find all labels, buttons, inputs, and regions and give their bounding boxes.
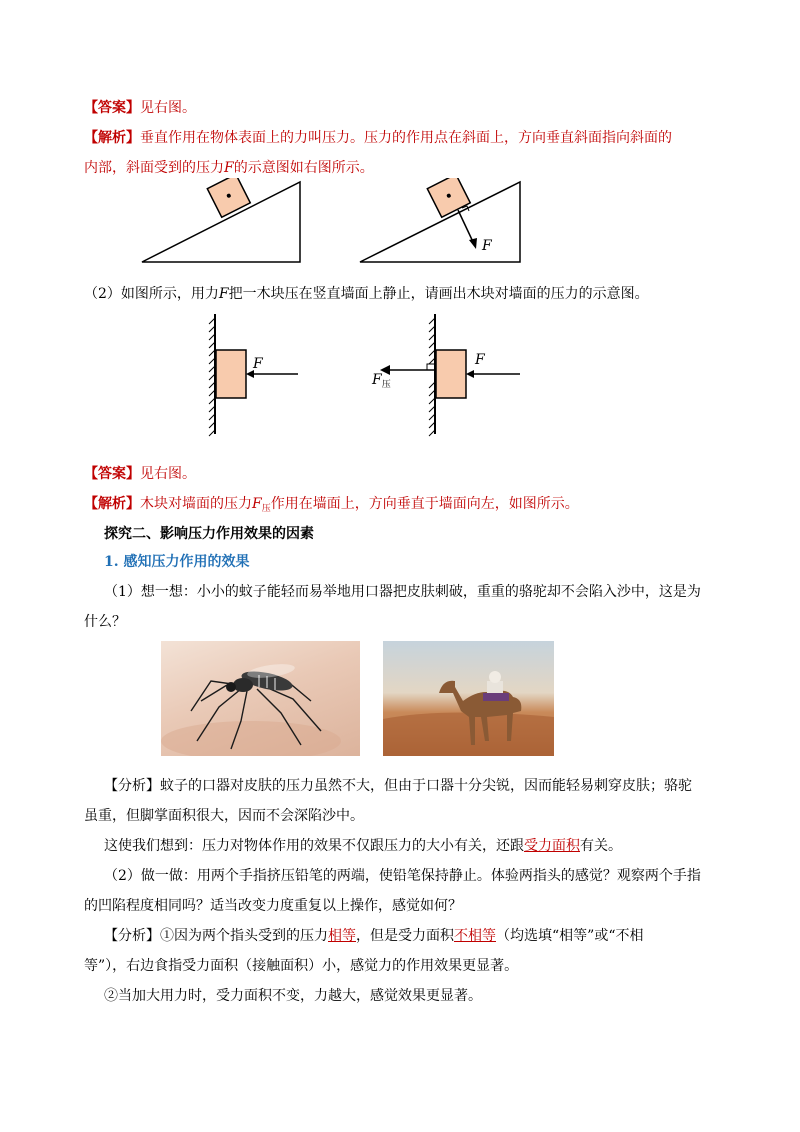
analysis-text: 垂直作用在物体表面上的力叫压力。压力的作用点在斜面上，方向垂直斜面指向斜面的 [140,130,672,146]
camel-photo [383,641,554,756]
analysis-line-3 [84,494,724,519]
blank-1: 相等 [328,928,356,944]
force-label-right: F [475,352,485,368]
q2-text-b: 把一木块压在竖直墙面上静止，请画出木块对墙面的压力的示意图。 [228,286,649,302]
question-3-line-1: （1）想一想：小小的蚊子能轻而易举地用口器把皮肤刺破，重重的骆驼却不会陷入沙中，这是为 [104,584,701,600]
analysis-line-6 [104,926,744,946]
analysis-line-1 [84,128,724,148]
p4-text-a: 木块对墙面的压力 [140,496,252,512]
answer-text: 见右图。 [140,100,196,116]
analysis-text-2a: 内部，斜面受到的压力 [84,160,224,176]
answer-text: 见右图。 [140,466,196,482]
mosquito-photo [161,641,360,756]
subsection-title: 1. 感知压力作用的效果 [104,554,250,570]
analysis-tag: 【分析】 [104,928,160,944]
p4-text-b: 作用在墙面上，方向垂直于墙面向左，如图所示。 [270,496,579,512]
analysis-line-5: 虽重，但脚掌面积很大，因而不会深陷沙中。 [84,808,364,824]
section-title: 探究二、影响压力作用效果的因素 [104,526,314,542]
question-4-line-2: 的凹陷程度相同吗？适当改变力度重复以上操作，感觉如何？ [84,898,462,914]
wall-left [209,314,298,436]
think-blank: 受力面积 [524,838,580,854]
question-3-line-2: 什么？ [84,614,126,630]
analysis1-line1: 蚊子的口器对皮肤的压力虽然不大，但由于口器十分尖锐，因而能轻易刺穿皮肤；骆驼 [160,778,692,794]
force-subscript: 压 [261,504,271,514]
pressure-label: $F_压$ [372,372,391,390]
think-line [104,836,744,856]
answer-tag: 【答案】 [84,100,140,116]
analysis-tag: 【解析】 [84,130,140,146]
force-label: F [482,238,492,254]
wall-figure [200,310,540,440]
force-symbol: F [218,286,229,302]
incline-right [360,178,520,262]
analysis-tag: 【解析】 [84,496,140,512]
force-symbol: F [252,496,262,512]
force-label-left: F [253,356,263,372]
blank-2: 不相等 [454,928,496,944]
analysis-line-7: 等”），右边食指受力面积（接触面积）小，感觉力的作用效果更显著。 [84,958,519,974]
analysis2-text-b: ，但是受力面积 [356,928,454,944]
force-symbol: F [224,160,234,176]
incline-figure [140,178,540,268]
question-4-line-1: （2）做一做：用两个手指挤压铅笔的两端，使铅笔保持静止。体验两指头的感觉？观察两个手指 [104,868,701,884]
q2-text-a: （2）如图所示，用力 [84,286,219,302]
analysis2-text-c: （均选填“相等”或“不相 [496,928,644,944]
think-text-a: 这使我们想到：压力对物体作用的效果不仅跟压力的大小有关，还跟 [104,838,524,854]
analysis-line-4 [104,776,744,796]
incline-left [142,178,300,262]
analysis-line-2 [84,158,724,178]
wall-right [380,314,520,436]
think-text-b: 有关。 [580,838,622,854]
analysis-text-2b: 的示意图如右图所示。 [233,160,374,176]
analysis-line-8: ②当加大用力时，受力面积不变，力越大，感觉效果更显著。 [104,988,482,1004]
question-2 [84,284,724,304]
analysis2-text-a: ①因为两个指头受到的压力 [160,928,328,944]
answer-line-2 [84,464,724,484]
block [436,350,466,398]
answer-tag: 【答案】 [84,466,140,482]
block [216,350,246,398]
answer-line-1 [84,98,724,118]
analysis-tag: 【分析】 [104,778,160,794]
